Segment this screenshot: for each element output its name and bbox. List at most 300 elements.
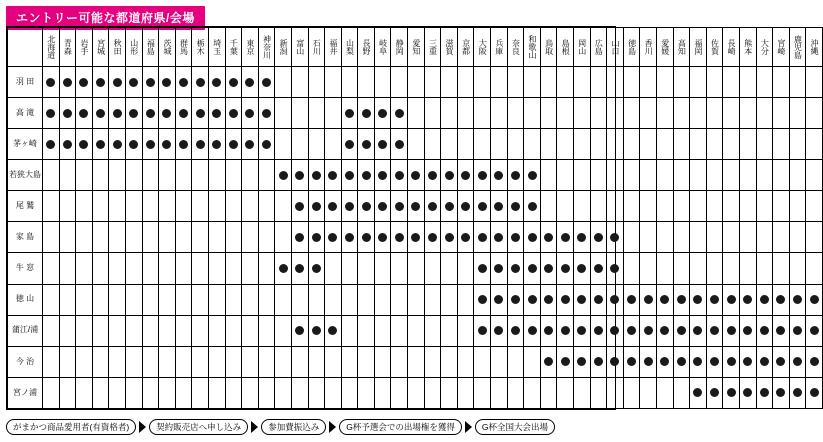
column-header-32 bbox=[574, 28, 591, 67]
cell-available bbox=[491, 284, 508, 315]
cell-empty bbox=[806, 98, 823, 129]
cell-available bbox=[374, 191, 391, 222]
cell-available bbox=[806, 284, 823, 315]
cell-empty bbox=[341, 67, 358, 98]
cell-empty bbox=[607, 67, 624, 98]
availability-dot bbox=[760, 326, 769, 335]
cell-empty bbox=[773, 160, 790, 191]
cell-empty bbox=[673, 160, 690, 191]
cell-empty bbox=[275, 222, 292, 253]
availability-dot bbox=[528, 326, 537, 335]
table-row bbox=[8, 67, 823, 98]
cell-empty bbox=[424, 98, 441, 129]
cell-empty bbox=[374, 67, 391, 98]
cell-empty bbox=[773, 129, 790, 160]
cell-empty bbox=[690, 67, 707, 98]
availability-dot bbox=[644, 326, 653, 335]
cell-available bbox=[739, 377, 756, 408]
availability-dot bbox=[295, 233, 304, 242]
cell-empty bbox=[175, 160, 192, 191]
table-row bbox=[8, 315, 823, 346]
cell-available bbox=[690, 315, 707, 346]
cell-available bbox=[92, 129, 109, 160]
availability-dot bbox=[129, 109, 138, 118]
column-header-label: 福岡 bbox=[693, 39, 703, 55]
cell-available bbox=[706, 346, 723, 377]
cell-empty bbox=[92, 160, 109, 191]
cell-empty bbox=[408, 67, 425, 98]
cell-empty bbox=[208, 253, 225, 284]
cell-empty bbox=[325, 377, 342, 408]
column-header-2 bbox=[76, 28, 93, 67]
availability-dot bbox=[428, 171, 437, 180]
availability-dot bbox=[693, 326, 702, 335]
availability-dot bbox=[295, 202, 304, 211]
column-header-label: 新潟 bbox=[279, 39, 289, 55]
cell-available bbox=[574, 284, 591, 315]
column-header-label: 高知 bbox=[677, 39, 687, 55]
availability-dot bbox=[710, 357, 719, 366]
cell-empty bbox=[623, 98, 640, 129]
cell-available bbox=[540, 253, 557, 284]
cell-available bbox=[242, 98, 259, 129]
availability-dot bbox=[693, 357, 702, 366]
cell-empty bbox=[341, 253, 358, 284]
cell-empty bbox=[524, 129, 541, 160]
cell-empty bbox=[739, 160, 756, 191]
cell-empty bbox=[125, 222, 142, 253]
availability-dot bbox=[528, 171, 537, 180]
cell-empty bbox=[789, 160, 806, 191]
cell-empty bbox=[142, 160, 159, 191]
cell-available bbox=[474, 253, 491, 284]
cell-empty bbox=[756, 98, 773, 129]
cell-empty bbox=[225, 315, 242, 346]
cell-available bbox=[524, 160, 541, 191]
availability-dot bbox=[212, 78, 221, 87]
cell-empty bbox=[424, 67, 441, 98]
cell-empty bbox=[275, 284, 292, 315]
cell-available bbox=[341, 129, 358, 160]
cell-empty bbox=[391, 67, 408, 98]
cell-available bbox=[590, 284, 607, 315]
availability-dot bbox=[345, 140, 354, 149]
cell-empty bbox=[723, 129, 740, 160]
cell-empty bbox=[773, 253, 790, 284]
column-header-6 bbox=[142, 28, 159, 67]
availability-dot bbox=[328, 233, 337, 242]
availability-dot bbox=[610, 326, 619, 335]
column-header-1 bbox=[59, 28, 76, 67]
row-header-venue: 今 治 bbox=[8, 346, 43, 377]
flow-step-1: 契約販売店へ申し込み bbox=[149, 419, 248, 436]
cell-available bbox=[242, 67, 259, 98]
cell-available bbox=[59, 98, 76, 129]
availability-dot bbox=[411, 233, 420, 242]
cell-empty bbox=[806, 129, 823, 160]
cell-empty bbox=[43, 377, 60, 408]
cell-empty bbox=[374, 253, 391, 284]
cell-empty bbox=[125, 284, 142, 315]
cell-available bbox=[574, 315, 591, 346]
availability-dot bbox=[760, 295, 769, 304]
cell-empty bbox=[76, 253, 93, 284]
cell-empty bbox=[175, 284, 192, 315]
cell-empty bbox=[590, 98, 607, 129]
cell-available bbox=[491, 191, 508, 222]
cell-available bbox=[557, 222, 574, 253]
cell-available bbox=[524, 253, 541, 284]
availability-dot bbox=[594, 264, 603, 273]
cell-empty bbox=[208, 377, 225, 408]
cell-available bbox=[723, 284, 740, 315]
availability-dot bbox=[710, 326, 719, 335]
cell-empty bbox=[225, 253, 242, 284]
cell-empty bbox=[640, 377, 657, 408]
availability-dot bbox=[162, 78, 171, 87]
cell-available bbox=[125, 67, 142, 98]
availability-dot bbox=[312, 233, 321, 242]
availability-dot bbox=[561, 326, 570, 335]
availability-dot bbox=[445, 233, 454, 242]
cell-empty bbox=[640, 253, 657, 284]
cell-available bbox=[325, 160, 342, 191]
cell-available bbox=[441, 160, 458, 191]
availability-dot bbox=[561, 233, 570, 242]
cell-empty bbox=[109, 191, 126, 222]
availability-dot bbox=[295, 326, 304, 335]
table-row bbox=[8, 222, 823, 253]
column-header-label: 福井 bbox=[328, 39, 338, 55]
cell-empty bbox=[159, 284, 176, 315]
column-header-label: 愛知 bbox=[411, 39, 421, 55]
cell-empty bbox=[258, 315, 275, 346]
cell-empty bbox=[623, 191, 640, 222]
cell-empty bbox=[739, 98, 756, 129]
availability-dot bbox=[511, 295, 520, 304]
cell-empty bbox=[706, 191, 723, 222]
cell-empty bbox=[225, 284, 242, 315]
availability-dot bbox=[660, 295, 669, 304]
cell-available bbox=[607, 284, 624, 315]
cell-available bbox=[142, 67, 159, 98]
table-row bbox=[8, 377, 823, 408]
cell-empty bbox=[507, 98, 524, 129]
availability-dot bbox=[312, 264, 321, 273]
cell-empty bbox=[424, 315, 441, 346]
cell-available bbox=[59, 67, 76, 98]
table-row bbox=[8, 191, 823, 222]
availability-dot bbox=[677, 326, 686, 335]
cell-empty bbox=[623, 129, 640, 160]
column-header-label: 青森 bbox=[63, 39, 73, 55]
cell-available bbox=[640, 346, 657, 377]
cell-available bbox=[358, 222, 375, 253]
cell-empty bbox=[706, 222, 723, 253]
cell-empty bbox=[192, 346, 209, 377]
cell-available bbox=[706, 377, 723, 408]
cell-empty bbox=[706, 129, 723, 160]
cell-empty bbox=[125, 160, 142, 191]
cell-empty bbox=[109, 160, 126, 191]
cell-available bbox=[76, 98, 93, 129]
cell-empty bbox=[43, 284, 60, 315]
column-header-4 bbox=[109, 28, 126, 67]
availability-dot bbox=[362, 171, 371, 180]
column-header-label: 山口 bbox=[610, 39, 620, 55]
cell-empty bbox=[325, 284, 342, 315]
cell-available bbox=[325, 222, 342, 253]
cell-empty bbox=[208, 222, 225, 253]
availability-dot bbox=[610, 233, 619, 242]
cell-empty bbox=[358, 377, 375, 408]
availability-dot bbox=[96, 109, 105, 118]
table-row bbox=[8, 160, 823, 191]
column-header-28 bbox=[507, 28, 524, 67]
cell-empty bbox=[275, 98, 292, 129]
cell-available bbox=[574, 253, 591, 284]
cell-available bbox=[358, 129, 375, 160]
cell-available bbox=[341, 160, 358, 191]
cell-empty bbox=[507, 67, 524, 98]
cell-empty bbox=[673, 222, 690, 253]
row-header-venue: 高 滝 bbox=[8, 98, 43, 129]
cell-empty bbox=[441, 67, 458, 98]
cell-empty bbox=[656, 67, 673, 98]
availability-dot bbox=[63, 140, 72, 149]
cell-empty bbox=[507, 377, 524, 408]
cell-empty bbox=[208, 191, 225, 222]
cell-empty bbox=[623, 377, 640, 408]
cell-empty bbox=[341, 346, 358, 377]
entry-table-container bbox=[6, 26, 820, 410]
cell-empty bbox=[408, 129, 425, 160]
cell-available bbox=[789, 377, 806, 408]
cell-available bbox=[806, 377, 823, 408]
arrow-right-icon bbox=[465, 421, 472, 433]
cell-empty bbox=[374, 377, 391, 408]
flow-step-2: 参加費振込み bbox=[261, 419, 326, 436]
cell-empty bbox=[408, 253, 425, 284]
column-header-label: 香川 bbox=[644, 39, 654, 55]
cell-empty bbox=[756, 253, 773, 284]
cell-empty bbox=[590, 160, 607, 191]
cell-empty bbox=[607, 191, 624, 222]
availability-dot bbox=[345, 233, 354, 242]
column-header-30 bbox=[540, 28, 557, 67]
cell-empty bbox=[507, 346, 524, 377]
availability-dot bbox=[179, 109, 188, 118]
cell-available bbox=[308, 191, 325, 222]
cell-available bbox=[291, 253, 308, 284]
availability-dot bbox=[146, 78, 155, 87]
cell-empty bbox=[441, 346, 458, 377]
availability-dot bbox=[511, 264, 520, 273]
cell-empty bbox=[43, 160, 60, 191]
availability-dot bbox=[63, 78, 72, 87]
cell-available bbox=[43, 129, 60, 160]
cell-empty bbox=[341, 315, 358, 346]
cell-available bbox=[308, 160, 325, 191]
cell-available bbox=[756, 315, 773, 346]
availability-dot bbox=[229, 109, 238, 118]
cell-empty bbox=[557, 129, 574, 160]
cell-available bbox=[607, 315, 624, 346]
availability-dot bbox=[561, 295, 570, 304]
cell-available bbox=[607, 346, 624, 377]
availability-dot bbox=[544, 295, 553, 304]
column-header-label: 長崎 bbox=[727, 39, 737, 55]
cell-empty bbox=[557, 377, 574, 408]
column-header-15 bbox=[291, 28, 308, 67]
column-header-label: 熊本 bbox=[743, 39, 753, 55]
column-header-21 bbox=[391, 28, 408, 67]
availability-dot bbox=[478, 326, 487, 335]
column-header-label: 三重 bbox=[428, 39, 438, 55]
availability-dot bbox=[46, 78, 55, 87]
cell-available bbox=[739, 284, 756, 315]
column-header-label: 岡山 bbox=[577, 39, 587, 55]
cell-empty bbox=[76, 284, 93, 315]
column-header-label: 岐阜 bbox=[378, 39, 388, 55]
cell-empty bbox=[540, 191, 557, 222]
column-header-19 bbox=[358, 28, 375, 67]
cell-empty bbox=[125, 315, 142, 346]
availability-dot bbox=[478, 264, 487, 273]
cell-empty bbox=[142, 346, 159, 377]
availability-dot bbox=[478, 233, 487, 242]
cell-empty bbox=[474, 67, 491, 98]
cell-empty bbox=[92, 284, 109, 315]
cell-available bbox=[358, 98, 375, 129]
column-header-label: 愛媛 bbox=[660, 39, 670, 55]
availability-dot bbox=[610, 295, 619, 304]
cell-empty bbox=[574, 160, 591, 191]
column-header-31 bbox=[557, 28, 574, 67]
cell-empty bbox=[789, 253, 806, 284]
cell-available bbox=[125, 98, 142, 129]
cell-empty bbox=[739, 191, 756, 222]
cell-empty bbox=[656, 98, 673, 129]
availability-dot bbox=[129, 140, 138, 149]
availability-dot bbox=[810, 295, 819, 304]
cell-empty bbox=[723, 253, 740, 284]
availability-dot bbox=[461, 202, 470, 211]
cell-available bbox=[656, 284, 673, 315]
availability-dot bbox=[345, 202, 354, 211]
cell-empty bbox=[623, 222, 640, 253]
cell-empty bbox=[590, 129, 607, 160]
availability-dot bbox=[428, 202, 437, 211]
cell-available bbox=[208, 67, 225, 98]
availability-dot bbox=[312, 171, 321, 180]
cell-empty bbox=[142, 222, 159, 253]
cell-available bbox=[756, 346, 773, 377]
cell-available bbox=[540, 346, 557, 377]
cell-empty bbox=[706, 98, 723, 129]
cell-empty bbox=[308, 98, 325, 129]
cell-empty bbox=[275, 129, 292, 160]
cell-empty bbox=[341, 284, 358, 315]
cell-empty bbox=[540, 98, 557, 129]
availability-dot bbox=[710, 295, 719, 304]
cell-empty bbox=[690, 253, 707, 284]
column-header-label: 滋賀 bbox=[445, 39, 455, 55]
availability-dot bbox=[594, 357, 603, 366]
cell-empty bbox=[524, 98, 541, 129]
cell-available bbox=[76, 67, 93, 98]
cell-available bbox=[441, 191, 458, 222]
column-header-label: 千葉 bbox=[229, 39, 239, 55]
cell-empty bbox=[507, 129, 524, 160]
cell-available bbox=[341, 222, 358, 253]
column-header-label: 京都 bbox=[461, 39, 471, 55]
cell-empty bbox=[142, 315, 159, 346]
cell-empty bbox=[574, 98, 591, 129]
cell-available bbox=[358, 191, 375, 222]
cell-empty bbox=[806, 67, 823, 98]
cell-empty bbox=[457, 377, 474, 408]
cell-available bbox=[159, 67, 176, 98]
availability-dot bbox=[196, 78, 205, 87]
cell-empty bbox=[673, 377, 690, 408]
cell-empty bbox=[159, 346, 176, 377]
cell-available bbox=[142, 129, 159, 160]
cell-empty bbox=[291, 346, 308, 377]
cell-empty bbox=[557, 160, 574, 191]
availability-dot bbox=[693, 295, 702, 304]
cell-empty bbox=[109, 315, 126, 346]
cell-empty bbox=[291, 67, 308, 98]
cell-empty bbox=[358, 315, 375, 346]
cell-available bbox=[557, 253, 574, 284]
cell-empty bbox=[756, 160, 773, 191]
cell-empty bbox=[208, 160, 225, 191]
cell-empty bbox=[524, 377, 541, 408]
column-header-label: 広島 bbox=[594, 39, 604, 55]
cell-empty bbox=[789, 191, 806, 222]
cell-available bbox=[258, 129, 275, 160]
cell-empty bbox=[308, 284, 325, 315]
cell-available bbox=[706, 284, 723, 315]
availability-dot bbox=[727, 388, 736, 397]
cell-empty bbox=[441, 98, 458, 129]
cell-empty bbox=[225, 191, 242, 222]
cell-empty bbox=[59, 222, 76, 253]
cell-empty bbox=[607, 129, 624, 160]
cell-available bbox=[109, 98, 126, 129]
availability-dot bbox=[544, 357, 553, 366]
column-header-40 bbox=[706, 28, 723, 67]
cell-empty bbox=[76, 222, 93, 253]
column-header-10 bbox=[208, 28, 225, 67]
column-header-label: 奈良 bbox=[511, 39, 521, 55]
cell-available bbox=[275, 253, 292, 284]
cell-available bbox=[374, 129, 391, 160]
cell-empty bbox=[491, 129, 508, 160]
cell-empty bbox=[789, 129, 806, 160]
availability-dot bbox=[79, 78, 88, 87]
column-header-label: 徳島 bbox=[627, 39, 637, 55]
cell-empty bbox=[225, 160, 242, 191]
cell-available bbox=[109, 129, 126, 160]
cell-empty bbox=[225, 222, 242, 253]
cell-available bbox=[524, 284, 541, 315]
cell-empty bbox=[275, 67, 292, 98]
cell-available bbox=[225, 98, 242, 129]
availability-dot bbox=[212, 109, 221, 118]
cell-empty bbox=[109, 346, 126, 377]
